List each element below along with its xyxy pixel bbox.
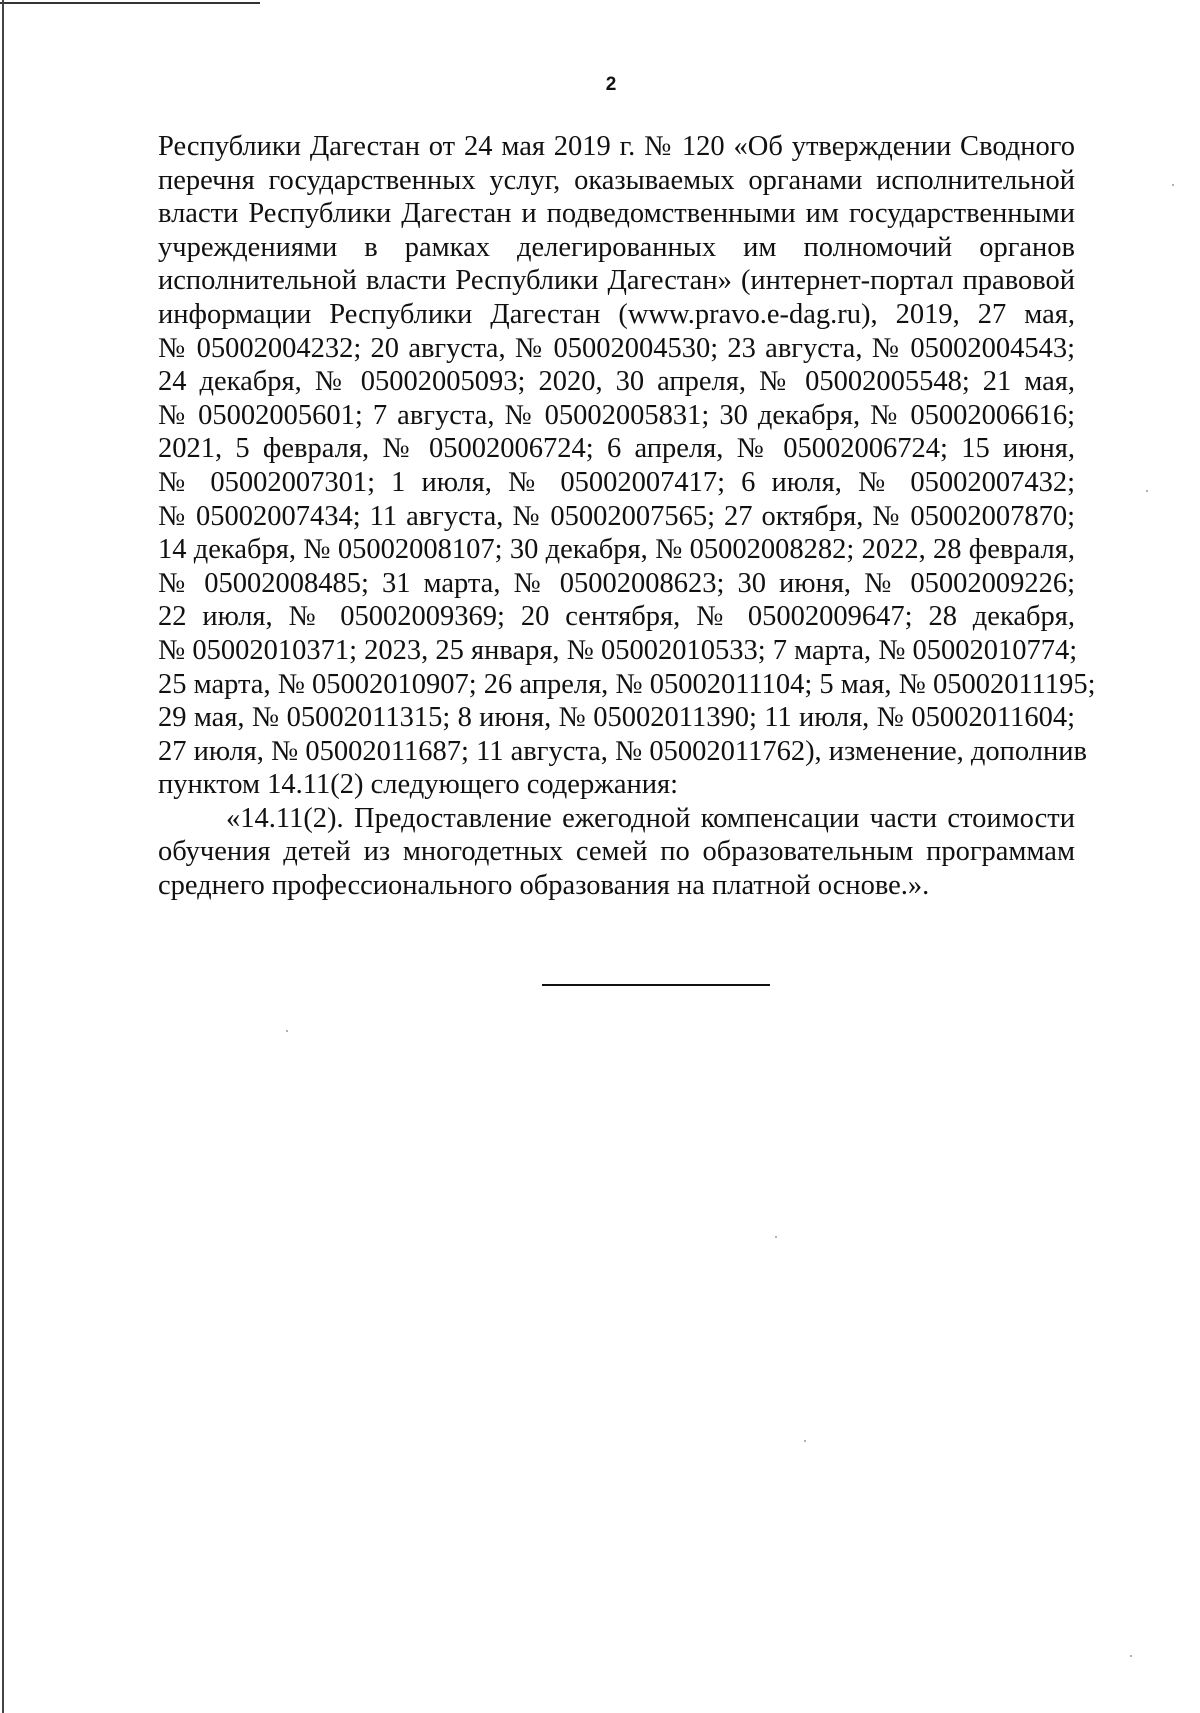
scan-speck (1146, 490, 1148, 492)
page-number: 2 (605, 74, 617, 95)
scan-speck (1172, 184, 1174, 186)
text-line: пунктом 14.11(2) следующего содержания: (158, 769, 679, 801)
text-line: № 05002004232; 20 августа, № 05002004530; 23 августа, № 05002004543; (158, 332, 1075, 364)
text-line: информации Республики Дагестан (www.pravo.e-dag.ru), 2019, 27 мая, (158, 298, 1075, 330)
text-line: 29 мая, № 05002011315; 8 июня, № 05002011390; 11 июля, № 05002011604; (158, 702, 1075, 734)
text-line: обучения детей из многодетных семей по образовательным программам (158, 836, 1075, 868)
text-line: 27 июля, № 05002011687; 11 августа, № 05002011762), изменение, дополнив (158, 735, 1087, 767)
document-body (158, 130, 1096, 903)
scan-speck (804, 1440, 806, 1442)
text-line: 2021, 5 февраля, № 05002006724; 6 апреля, № 05002006724; 15 июня, (158, 433, 1075, 465)
text-line: 25 марта, № 05002010907; 26 апреля, № 05002011104; 5 мая, № 05002011195; (158, 668, 1096, 700)
text-line: 22 июля, № 05002009369; 20 сентября, № 05002009647; 28 декабря, (158, 601, 1075, 633)
text-line: 24 декабря, № 05002005093; 2020, 30 апреля, № 05002005548; 21 мая, (158, 366, 1075, 398)
text-line: власти Республики Дагестан и подведомственными им государственными (158, 198, 1075, 230)
paragraph-amendment-reference (158, 130, 1096, 802)
paragraph-new-item (158, 802, 1075, 903)
text-line: учреждениями в рамках делегированных им полномочий органов (158, 231, 1075, 263)
scan-speck (286, 1030, 288, 1032)
text-line: № 05002007301; 1 июля, № 05002007417; 6 июля, № 05002007432; (158, 466, 1075, 498)
text-line: среднего профессионального образования на платной основе.». (158, 870, 930, 902)
text-line: «14.11(2). Предоставление ежегодной компенсации части стоимости (226, 802, 1075, 834)
text-line: № 05002010371; 2023, 25 января, № 05002010533; 7 марта, № 05002010774; (158, 634, 1078, 666)
scan-edge-left (2, 0, 4, 1713)
text-line: Республики Дагестан от 24 мая 2019 г. № 120 «Об утверждении Сводного (158, 131, 1075, 162)
scan-speck (775, 1236, 777, 1238)
text-line: 14 декабря, № 05002008107; 30 декабря, № 05002008282; 2022, 28 февраля, (158, 534, 1075, 566)
text-line: перечня государственных услуг, оказываемых органами исполнительной (158, 164, 1075, 196)
text-line: № 05002008485; 31 марта, № 05002008623; 30 июня, № 05002009226; (158, 567, 1075, 599)
scan-edge-top (0, 2, 260, 4)
text-line: № 05002005601; 7 августа, № 05002005831; 30 декабря, № 05002006616; (158, 399, 1075, 431)
text-line: № 05002007434; 11 августа, № 05002007565; 27 октября, № 05002007870; (158, 500, 1075, 532)
scan-speck (1130, 1655, 1132, 1657)
text-line: исполнительной власти Республики Дагестан» (интернет-портал правовой (158, 265, 1075, 297)
closing-rule (542, 984, 770, 986)
